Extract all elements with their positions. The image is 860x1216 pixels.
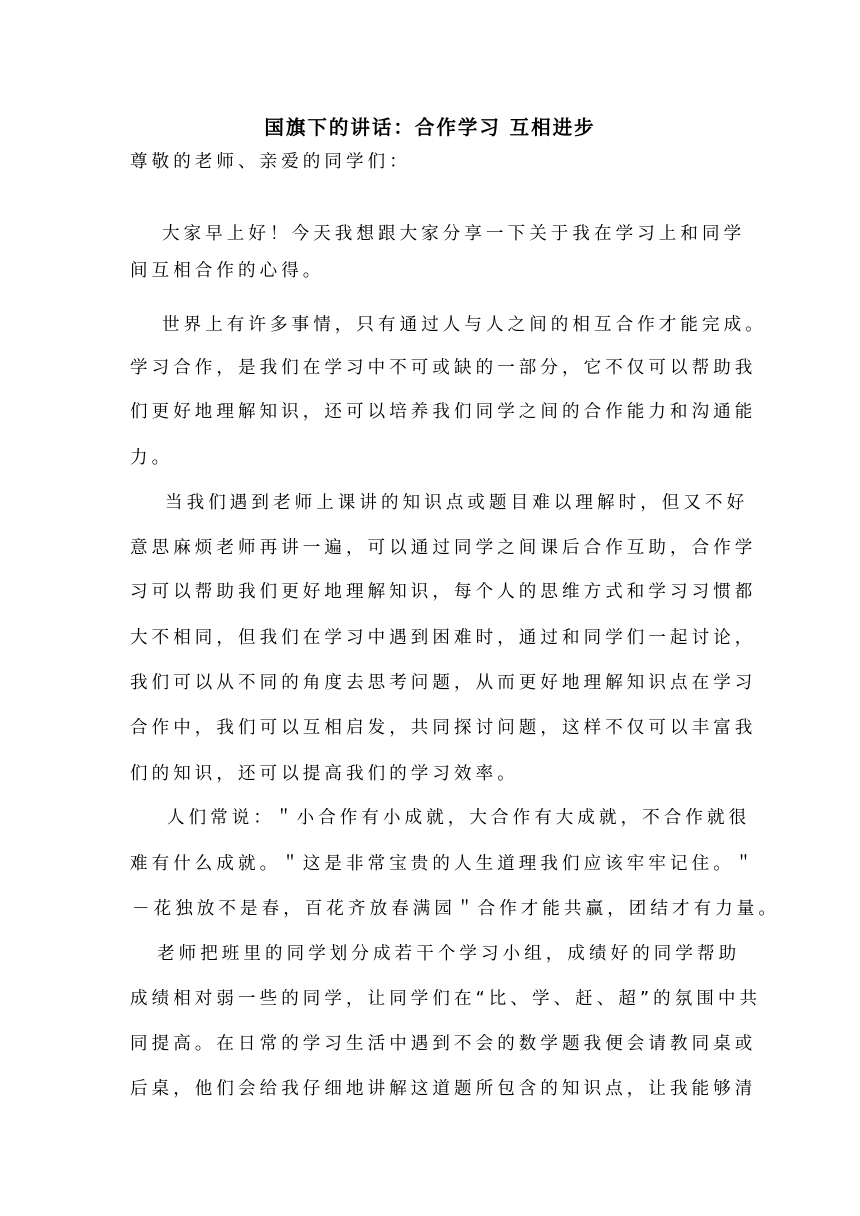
paragraph-line: 当我们遇到老师上课讲的知识点或题目难以理解时，但又不好 bbox=[165, 493, 749, 513]
paragraph-line: 人们常说：＂小合作有小成就，大合作有大成就，不合作就很 bbox=[167, 808, 751, 828]
paragraph-line: 们更好地理解知识，还可以培养我们同学之间的合作能力和沟通能 bbox=[130, 402, 757, 422]
paragraph-line: 意思麻烦老师再讲一遍，可以通过同学之间课后合作互助，合作学 bbox=[130, 538, 757, 558]
paragraph-line: 学习合作，是我们在学习中不可或缺的一部分，它不仅可以帮助我 bbox=[130, 358, 757, 378]
paragraph-line: －花独放不是春，百花齐放春满园＂合作才能共赢，团结才有力量。 bbox=[132, 899, 780, 919]
paragraph-line: 合作中，我们可以互相启发，共同探讨问题，这样不仅可以丰富我 bbox=[130, 718, 757, 738]
paragraph-line: 大不相同，但我们在学习中遇到困难时，通过和同学们一起讨论， bbox=[130, 628, 757, 648]
document-title: 国旗下的讲话：合作学习 互相进步 bbox=[264, 116, 596, 139]
paragraph-line: 老师把班里的同学划分成若干个学习小组，成绩好的同学帮助 bbox=[157, 944, 741, 964]
paragraph-line: 习可以帮助我们更好地理解知识，每个人的思维方式和学习习惯都 bbox=[130, 582, 757, 602]
paragraph-line: 世界上有许多事情，只有通过人与人之间的相互合作才能完成。 bbox=[162, 315, 767, 335]
paragraph-line: 同提高。在日常的学习生活中遇到不会的数学题我便会请教同桌或 bbox=[130, 1034, 757, 1054]
paragraph-line: 成绩相对弱一些的同学，让同学们在“比、学、赶、超”的氛围中共 bbox=[130, 989, 762, 1009]
paragraph-line: 大家早上好！今天我想跟大家分享一下关于我在学习上和同学 bbox=[162, 224, 746, 244]
salutation: 尊敬的老师、亲爱的同学们： bbox=[130, 152, 411, 172]
paragraph-line: 们的知识，还可以提高我们的学习效率。 bbox=[130, 764, 519, 784]
paragraph-line: 我们可以从不同的角度去思考问题，从而更好地理解知识点在学习 bbox=[130, 673, 757, 693]
paragraph-line: 难有什么成就。＂这是非常宝贵的人生道理我们应该牢牢记住。＂ bbox=[130, 854, 757, 874]
paragraph-line: 后桌，他们会给我仔细地讲解这道题所包含的知识点，让我能够清 bbox=[130, 1079, 757, 1099]
paragraph-line: 力。 bbox=[130, 448, 174, 468]
paragraph-line: 间互相合作的心得。 bbox=[130, 261, 325, 281]
